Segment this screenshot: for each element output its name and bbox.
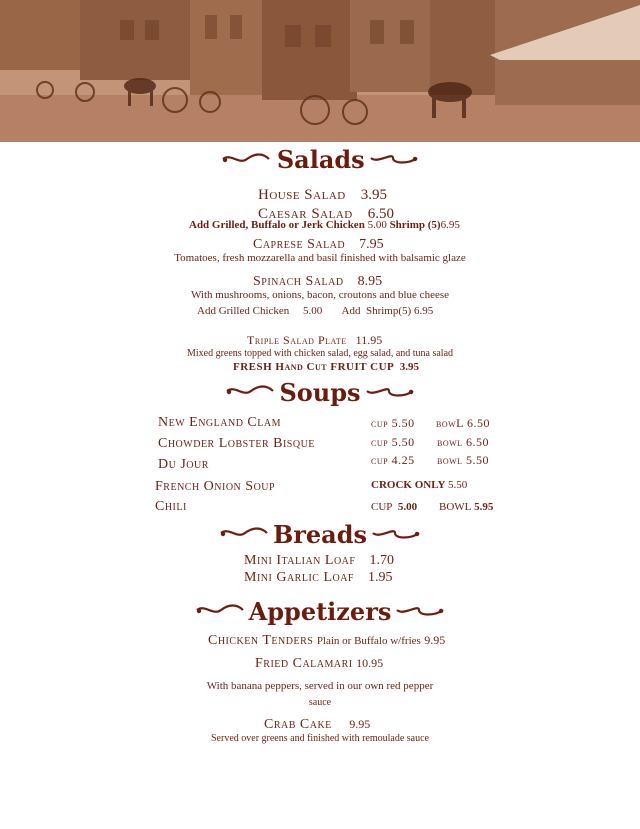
item-price: 6.50: [367, 206, 394, 222]
soup-bowl-price: bowL 6.50: [436, 416, 491, 430]
item-price: 9.95: [424, 633, 446, 647]
soups-title: Soups: [279, 378, 361, 407]
salad-item-house: [258, 188, 387, 203]
scroll-flourish-right-icon: [369, 153, 419, 170]
addon-label: Add Grilled, Buffalo or Jerk Chicken: [189, 219, 365, 231]
caprese-desc: Tomatoes, fresh mozzarella and basil finished with balsamic glaze: [174, 252, 466, 264]
triple-desc: Mixed greens topped with chicken salad, egg salad, and tuna salad: [186, 348, 454, 359]
appetizer-item-tenders: [208, 634, 445, 648]
sepia-street-scene-icon: [0, 0, 640, 142]
item-name: Mini Garlic Loaf: [244, 570, 354, 585]
addon-chicken-price: 5.00: [367, 219, 387, 231]
soup-name: New England Clam: [158, 415, 281, 430]
addon-shrimp-label: Add: [341, 305, 361, 317]
scroll-flourish-left-icon: [219, 528, 273, 545]
item-name: Chicken Tenders: [208, 633, 314, 648]
scroll-flourish-right-icon: [371, 528, 421, 545]
salad-item-spinach: [253, 275, 382, 289]
item-price: 3.95: [399, 361, 420, 373]
soup-name: Du Jour: [158, 457, 209, 472]
item-name: House Salad: [258, 187, 346, 203]
chili-bowl: [439, 502, 493, 513]
bread-item: [244, 571, 393, 585]
item-name: Caesar Salad: [258, 206, 353, 222]
scroll-flourish-right-icon: [365, 386, 415, 403]
salads-heading-row: [0, 145, 640, 174]
salad-item-caprese: [253, 238, 384, 252]
salads-title: Salads: [276, 145, 365, 174]
spinach-addon: [197, 306, 433, 317]
item-name: FRESH Hand Cut FRUIT CUP: [233, 361, 395, 373]
soups-heading-row: [0, 378, 640, 407]
item-price: 8.95: [357, 274, 383, 289]
soup-crock-price: 5.50: [448, 479, 468, 491]
soup-bowl-price: bowl 5.50: [437, 453, 490, 467]
item-price: 11.95: [355, 333, 383, 347]
breads-heading-row: [0, 520, 640, 549]
scroll-flourish-left-icon: [195, 605, 249, 622]
soup-name-chili: Chili: [155, 499, 187, 514]
item-price: 1.70: [369, 553, 394, 568]
soup-crock-label: CROCK ONLY: [371, 479, 446, 491]
chili-cup-price: 5.00: [397, 501, 418, 513]
item-price: 1.95: [368, 570, 393, 585]
crab-desc: Served over greens and finished with remoulade sauce: [211, 733, 429, 744]
chili-cup: [371, 502, 417, 513]
item-price: 3.95: [360, 187, 387, 203]
scroll-flourish-left-icon: [225, 386, 279, 403]
appetizer-item-calamari: [255, 657, 383, 671]
appetizers-heading-row: [0, 597, 640, 626]
scroll-flourish-right-icon: [395, 605, 445, 622]
addon-shrimp-item: Shrimp(5) 6.95: [365, 305, 434, 317]
appetizers-title: Appetizers: [248, 597, 392, 626]
item-name: Caprese Salad: [253, 237, 346, 252]
soup-name: French Onion Soup: [155, 479, 276, 494]
caesar-addon: [189, 220, 460, 231]
item-name: Crab Cake: [264, 717, 332, 732]
chili-cup-label: CUP: [371, 501, 393, 513]
soup-bowl-price: bowl 6.50: [437, 435, 490, 449]
item-price: 9.95: [349, 717, 371, 731]
item-name: Spinach Salad: [253, 274, 344, 289]
soup-cup-price: cup 5.50: [371, 416, 415, 430]
addon-chicken-label: Add Grilled Chicken: [197, 305, 290, 317]
soup-name: Chowder Lobster Bisque: [158, 436, 315, 451]
calamari-desc-line1: With banana peppers, served in our own red pepper: [206, 680, 434, 692]
breads-title: Breads: [272, 520, 368, 549]
addon-shrimp-label: Shrimp (5): [389, 219, 441, 231]
calamari-desc-line2: sauce: [308, 697, 332, 708]
addon-shrimp-price: 6.95: [440, 219, 460, 231]
chili-bowl-price: 5.95: [474, 501, 494, 513]
addon-chicken-price: 5.00: [303, 305, 323, 317]
item-name: Mini Italian Loaf: [244, 553, 356, 568]
soup-cup-price: cup 4.25: [371, 453, 415, 467]
item-name: Triple Salad Plate: [247, 333, 347, 347]
bread-item: [244, 554, 394, 568]
appetizer-item-crab: [264, 718, 370, 732]
scroll-flourish-left-icon: [221, 147, 277, 172]
salad-item-fruit: [233, 362, 419, 373]
spinach-desc: With mushrooms, onions, bacon, croutons and blue cheese: [190, 289, 449, 301]
item-name: Fried Calamari: [255, 656, 353, 671]
item-price: 10.95: [356, 656, 384, 670]
soup-cup-price: cup 5.50: [371, 435, 415, 449]
item-desc: Plain or Buffalo w/fries: [316, 635, 421, 647]
chili-bowl-label: BOWL: [439, 501, 472, 513]
header-photo: [0, 0, 640, 142]
salad-item-triple: [247, 334, 382, 346]
item-price: 7.95: [359, 237, 384, 252]
